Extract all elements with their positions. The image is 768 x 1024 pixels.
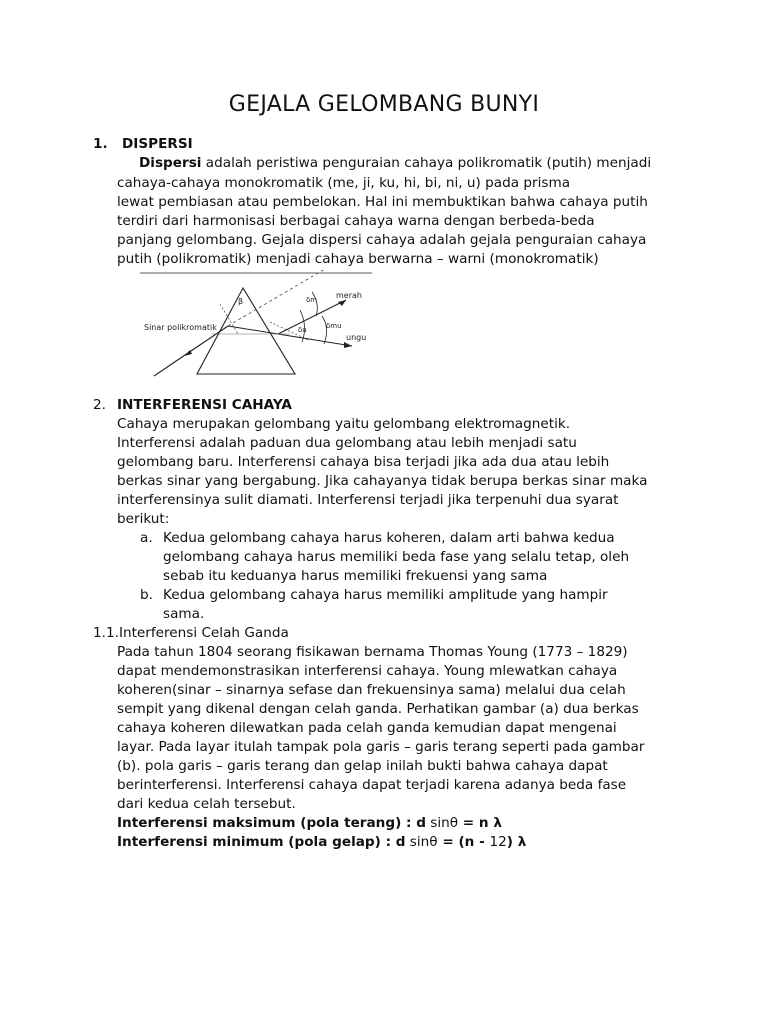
section1-paragraph-line: putih (polikromatik) menjadi cahaya berwarna – warni (monokromatik): [117, 251, 599, 267]
section1-number: 1.: [93, 136, 108, 152]
subsection-paragraph-line: sempit yang dikenal dengan celah ganda. Perhatikan gambar (a) dua berkas: [117, 701, 639, 717]
label-delta-u: δu: [298, 326, 307, 334]
subsection-paragraph-line: berinterferensi. Interferensi cahaya dapat terjadi karena adanya beda fase: [117, 777, 627, 793]
subsection-paragraph-line: dari kedua celah tersebut.: [117, 796, 296, 812]
formula-maximum: [117, 814, 502, 833]
subsection-paragraph-line: koheren(sinar – sinarnya sefase dan frekuensinya sama) melalui dua celah: [117, 682, 626, 698]
label-beta: β: [238, 297, 244, 306]
section1-paragraph-line: terdiri dari harmonisasi berbagai cahaya warna dengan berbeda-beda: [117, 213, 595, 229]
formula-max-result: = n λ: [458, 815, 502, 831]
subsection-paragraph-line: layar. Pada layar itulah tampak pola garis – garis terang seperti pada gambar: [117, 739, 645, 755]
list-item-b-line: sama.: [163, 606, 205, 622]
list-marker-a: a.: [140, 530, 153, 546]
section2-paragraph-line: Interferensi adalah paduan dua gelombang atau lebih menjadi satu: [117, 435, 577, 451]
label-violet: ungu: [346, 333, 367, 342]
subsection-paragraph-line: cahaya koheren dilewatkan pada celah ganda kemudian dapat mengenai: [117, 720, 617, 736]
section2-paragraph-line: Cahaya merupakan gelombang yaitu gelombang elektromagnetik.: [117, 416, 571, 432]
section1-paragraph-line: cahaya-cahaya monokromatik (me, ji, ku, hi, bi, ni, u) pada prisma: [117, 175, 571, 191]
formula-min-mid: = (n -: [437, 834, 490, 850]
formula-min-result: ) λ: [506, 834, 527, 850]
formula-max-sin: sinθ: [425, 815, 459, 831]
list-item-b-line: Kedua gelombang cahaya harus memiliki amplitude yang hampir: [163, 587, 608, 603]
label-red: merah: [336, 291, 362, 300]
subsection-paragraph-line: Pada tahun 1804 seorang fisikawan bernama Thomas Young (1773 – 1829): [117, 644, 628, 660]
formula-min-fraction: 12: [489, 834, 507, 850]
section2-paragraph-line: berikut:: [117, 511, 170, 527]
prism-dispersion-figure: [140, 270, 372, 380]
formula-min-sin: sinθ: [405, 834, 438, 850]
page-title: GEJALA GELOMBANG BUNYI: [228, 92, 540, 117]
label-delta-mu: δmu: [326, 322, 342, 330]
section1-paragraph-line: [139, 154, 651, 173]
section2-heading: INTERFERENSI CAHAYA: [117, 397, 292, 413]
list-marker-b: b.: [140, 587, 153, 603]
subsection-paragraph-line: (b). pola garis – garis terang dan gelap inilah bukti bahwa cahaya dapat: [117, 758, 608, 774]
subsection-heading: 1.1.Interferensi Celah Ganda: [93, 625, 289, 641]
label-source: Sinar polikromatik: [144, 323, 217, 332]
label-delta-m: δm: [306, 296, 318, 304]
list-item-a-line: gelombang cahaya harus memiliki beda fase yang selalu tetap, oleh: [163, 549, 630, 565]
dispersi-term: Dispersi: [139, 155, 202, 171]
section1-paragraph-line: panjang gelombang. Gejala dispersi cahaya adalah gejala penguraian cahaya: [117, 232, 647, 248]
section1-heading: DISPERSI: [122, 136, 193, 152]
dispersi-definition: adalah peristiwa penguraian cahaya polikromatik (putih) menjadi: [201, 155, 652, 171]
list-item-a-line: Kedua gelombang cahaya harus koheren, dalam arti bahwa kedua: [163, 530, 615, 546]
section2-paragraph-line: berkas sinar yang bergabung. Jika cahayanya tidak berupa berkas sinar maka: [117, 473, 648, 489]
formula-min-label: Interferensi minimum (pola gelap) : d: [117, 834, 406, 850]
section2-paragraph-line: interferensinya sulit diamati. Interferensi terjadi jika terpenuhi dua syarat: [117, 492, 619, 508]
section1-paragraph-line: lewat pembiasan atau pembelokan. Hal ini membuktikan bahwa cahaya putih: [117, 194, 648, 210]
list-item-a-line: sebab itu keduanya harus memiliki frekuensi yang sama: [163, 568, 548, 584]
formula-minimum: [117, 833, 526, 852]
subsection-paragraph-line: dapat mendemonstrasikan interferensi cahaya. Young mlewatkan cahaya: [117, 663, 618, 679]
formula-max-label: Interferensi maksimum (pola terang) : d: [117, 815, 426, 831]
section2-paragraph-line: gelombang baru. Interferensi cahaya bisa terjadi jika ada dua atau lebih: [117, 454, 610, 470]
section2-number: 2.: [93, 397, 106, 413]
